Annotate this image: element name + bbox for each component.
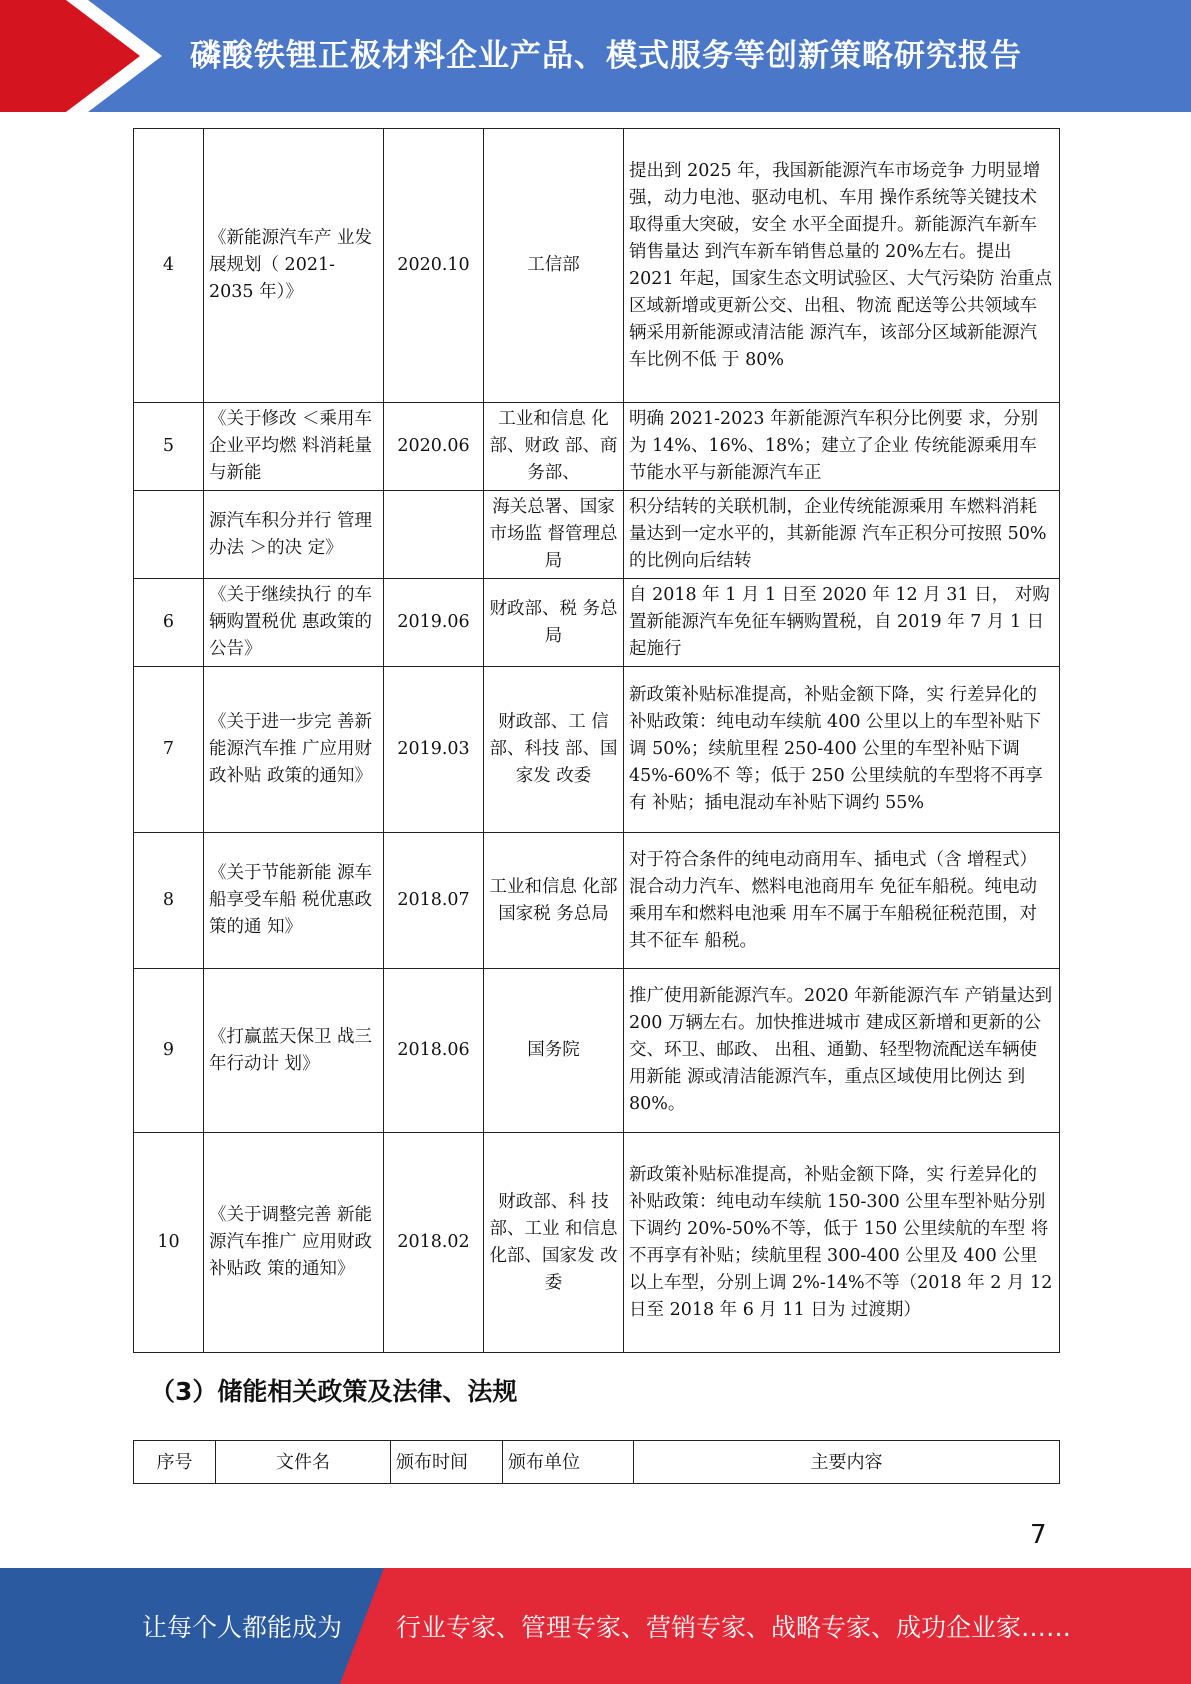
table-row [134, 667, 1060, 833]
column-header-issue-date: 颁布时间 [391, 1441, 503, 1484]
table-row [134, 1133, 1060, 1353]
issue-date [384, 491, 484, 579]
issuer: 财政部、工 信部、科技 部、国家发 改委 [484, 667, 624, 833]
section-heading: （3）储能相关政策及法律、法规 [150, 1377, 518, 1406]
page-header [0, 0, 1191, 112]
document-name: 源汽车积分并行 管理办法 ＞的决 定》 [204, 491, 384, 579]
table-row [134, 129, 1060, 403]
page-footer [0, 1568, 1191, 1684]
column-header-issuer: 颁布单位 [503, 1441, 634, 1484]
document-name: 《关于调整完善 新能源汽车推广 应用财政补贴政 策的通知》 [204, 1133, 384, 1353]
column-header-main-content: 主要内容 [634, 1441, 1060, 1484]
header-red-arrow [0, 0, 150, 112]
table-row [134, 969, 1060, 1133]
row-number: 5 [134, 403, 204, 491]
issuer: 工业和信息 化部国家税 务总局 [484, 833, 624, 969]
row-number: 10 [134, 1133, 204, 1353]
row-number: 9 [134, 969, 204, 1133]
document-name: 《关于继续执行 的车辆购置税优 惠政策的公告》 [204, 579, 384, 667]
row-number: 8 [134, 833, 204, 969]
footer-slogan-left: 让每个人都能成为 [142, 1613, 343, 1642]
row-number [134, 491, 204, 579]
issue-date: 2019.03 [384, 667, 484, 833]
main-content: 明确 2021-2023 年新能源汽车积分比例要 求，分别为 14%、16%、18%；建立了企业 传统能源乘用车节能水平与新能源汽车正 [624, 403, 1060, 491]
table-header-row [134, 1441, 1060, 1484]
issuer: 财政部、科 技部、工业 和信息化部、国家发 改委 [484, 1133, 624, 1353]
document-name: 《新能源汽车产 业发展规划（ 2021-2035 年）》 [204, 129, 384, 403]
row-number: 4 [134, 129, 204, 403]
issue-date: 2018.02 [384, 1133, 484, 1353]
document-name: 《关于节能新能 源车船享受车船 税优惠政策的通 知》 [204, 833, 384, 969]
issue-date: 2020.06 [384, 403, 484, 491]
table-row [134, 833, 1060, 969]
table-row [134, 491, 1060, 579]
main-content: 自 2018 年 1 月 1 日至 2020 年 12 月 31 日， 对购置新能源汽车免征车辆购置税，自 2019 年 7 月 1 日起施行 [624, 579, 1060, 667]
main-content: 对于符合条件的纯电动商用车、插电式（含 增程式）混合动力汽车、燃料电池商用车 免征车船税。纯电动乘用车和燃料电池乘 用车不属于车船税征税范围，对其不征车 船税。 [624, 833, 1060, 969]
row-number: 7 [134, 667, 204, 833]
column-header-document-name: 文件名 [216, 1441, 391, 1484]
issuer: 国务院 [484, 969, 624, 1133]
issue-date: 2019.06 [384, 579, 484, 667]
document-name: 《关于进一步完 善新能源汽车推 广应用财政补贴 政策的通知》 [204, 667, 384, 833]
issue-date: 2018.06 [384, 969, 484, 1133]
issuer: 财政部、税 务总局 [484, 579, 624, 667]
main-content: 积分结转的关联机制，企业传统能源乘用 车燃料消耗量达到一定水平的，其新能源 汽车正积分可按照 50%的比例向后结转 [624, 491, 1060, 579]
issuer: 工信部 [484, 129, 624, 403]
issuer: 海关总署、国家市场监 督管理总局 [484, 491, 624, 579]
policy-table [133, 128, 1060, 1353]
report-title: 磷酸铁锂正极材料企业产品、模式服务等创新策略研究报告 [190, 38, 1022, 74]
footer-slogan-right: 行业专家、管理专家、营销专家、战略专家、成功企业家…… [396, 1613, 1072, 1642]
table-row [134, 579, 1060, 667]
document-name: 《关于修改 ＜乘用车企业平均燃 料消耗量与新能 [204, 403, 384, 491]
row-number: 6 [134, 579, 204, 667]
main-content: 新政策补贴标准提高，补贴金额下降，实 行差异化的补贴政策：纯电动车续航 400 公里以上的车型补贴下调 50%；续航里程 250-400 公里的车型补贴下调 45%-60%不 等；低于 250 公里续航的车型将不再享有 补贴；插电混动车补贴下调约 55% [624, 667, 1060, 833]
document-name: 《打赢蓝天保卫 战三年行动计 划》 [204, 969, 384, 1133]
column-header-number: 序号 [134, 1441, 216, 1484]
main-content: 新政策补贴标准提高，补贴金额下降，实 行差异化的补贴政策：纯电动车续航 150-300 公里车型补贴分别下调约 20%-50%不等，低于 150 公里续航的车型 将不再享有补贴；续航里程 300-400 公里及 400 公里以上车型，分别上调 2%-14%不等（2018 年 2 月 12 日至 2018 年 6 月 11 日为 过渡期） [624, 1133, 1060, 1353]
issuer: 工业和信息 化部、财政 部、商务部、 [484, 403, 624, 491]
page-number: 7 [1030, 1520, 1047, 1550]
issue-date: 2018.07 [384, 833, 484, 969]
energy-storage-policy-table [133, 1440, 1060, 1484]
table-row [134, 403, 1060, 491]
main-content: 提出到 2025 年，我国新能源汽车市场竞争 力明显增强，动力电池、驱动电机、车用 操作系统等关键技术取得重大突破，安全 水平全面提升。新能源汽车新车销售量达 到汽车新车销售总量的 20%左右。提出 2021 年起，国家生态文明试验区、大气污染防 治重点区域新增或更新公交、出租、物流 配送等公共领域车辆采用新能源或清洁能 源汽车，该部分区域新能源汽车比例不低 于 80% [624, 129, 1060, 403]
main-content: 推广使用新能源汽车。2020 年新能源汽车 产销量达到 200 万辆左右。加快推进城市 建成区新增和更新的公交、环卫、邮政、 出租、通勤、轻型物流配送车辆使用新能 源或清洁能源汽车，重点区域使用比例达 到 80%。 [624, 969, 1060, 1133]
issue-date: 2020.10 [384, 129, 484, 403]
